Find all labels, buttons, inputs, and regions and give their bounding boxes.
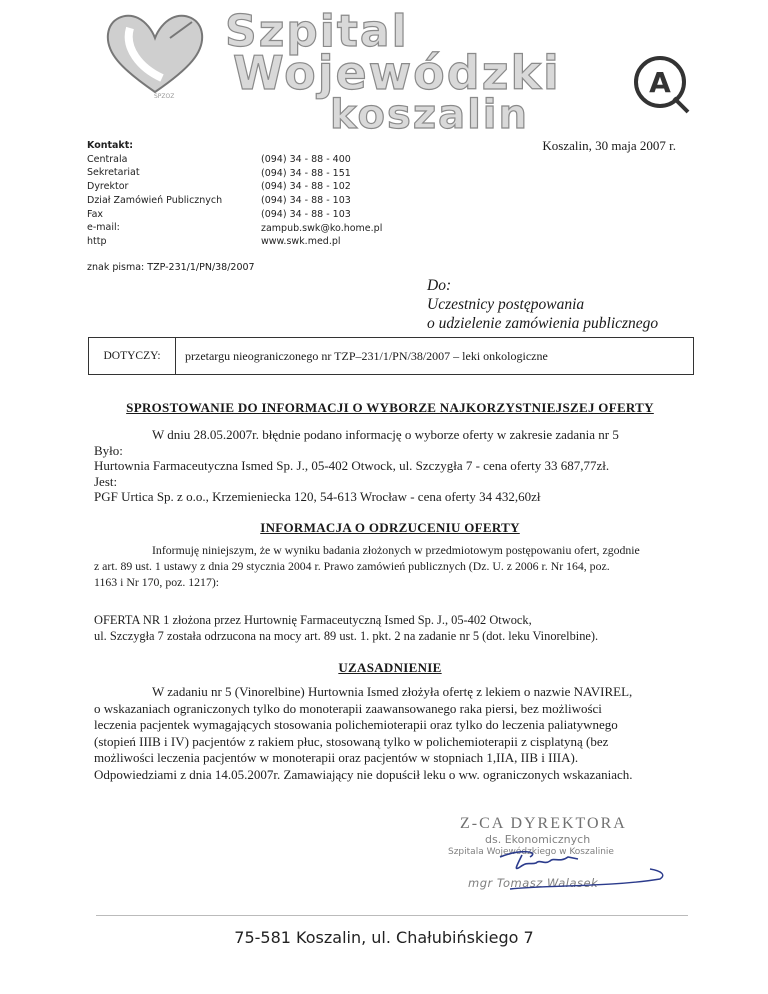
contact-website-link[interactable]: www.swk.med.pl (261, 236, 341, 248)
wordmark-line-1: Szpital (225, 6, 409, 57)
hospital-heart-logo (100, 8, 210, 100)
paragraph-line: Jest: (94, 473, 118, 489)
svg-text:SPZOZ: SPZOZ (154, 93, 175, 100)
contact-value: (094) 34 - 88 - 400 (261, 154, 351, 165)
wordmark-line-2: Wojewódzki (233, 46, 561, 100)
stamp-department: ds. Ekonomicznych (485, 833, 591, 846)
handwritten-signature (490, 845, 670, 893)
section-heading-rejection: INFORMACJA O ODRZUCENIU OFERTY (260, 520, 520, 535)
paragraph-line: Odpowiedziami z dnia 14.05.2007r. Zamawiający nie dopuścił leku o ww. ograniczonych wskazaniach. (94, 766, 633, 782)
reference-number: znak pisma: TZP-231/1/PN/38/2007 (87, 262, 255, 273)
paragraph-line: leczenia pacjentek wymagających stosowania polichemioterapii oraz tylko do leczenia paliatywnego (94, 717, 618, 733)
addressee-block (427, 276, 658, 333)
paragraph-line: Było: (94, 442, 123, 458)
paragraph-line: z art. 89 ust. 1 ustawy z dnia 29 stycznia 2004 r. Prawo zamówień publicznych (Dz. U. z 2006 r. Nr 164, poz. (94, 559, 610, 573)
contact-label: http (87, 235, 107, 247)
paragraph-line: Informuję niniejszym, że w wyniku badania złożonych w przedmiotowym postępowaniu ofert, zgodnie (152, 543, 640, 557)
footer-divider (96, 915, 688, 916)
paragraph-line: W zadaniu nr 5 (Vinorelbine) Hurtownia Ismed złożyła ofertę z lekiem o nazwie NAVIREL, (152, 684, 633, 699)
contact-label: Centrala (87, 153, 128, 165)
stamp-title: Z-CA DYREKTORA (460, 815, 627, 832)
addressee-line: o udzielenie zamówienia publicznego (427, 315, 659, 332)
subject-box (88, 337, 694, 375)
rejection-intro-paragraph (94, 542, 640, 590)
wordmark-line-3: koszalin (330, 92, 529, 138)
contact-label: Dyrektor (87, 181, 129, 193)
letter-date: Koszalin, 30 maja 2007 r. (542, 138, 676, 153)
footer-address: 75-581 Koszalin, ul. Chałubińskiego 7 (234, 928, 534, 947)
addressee-line: Uczestnicy postępowania (427, 296, 585, 313)
paragraph-line: ul. Szczygła 7 została odrzucona na mocy art. 89 ust. 1. pkt. 2 na zadanie nr 5 (dot. leku Vinorelbine). (94, 629, 599, 643)
subject-text: przetargu nieograniczonego nr TZP–231/1/PN/38/2007 – leki onkologiczne (185, 349, 548, 363)
paragraph-line: 1163 i Nr 170, poz. 1217): (94, 575, 220, 589)
contact-value: (094) 34 - 88 - 103 (261, 208, 351, 220)
quality-seal-icon (630, 52, 694, 116)
svg-text:A: A (649, 66, 671, 99)
paragraph-line: OFERTA NR 1 złożona przez Hurtownię Farmaceutyczną Ismed Sp. J., 05-402 Otwock, (94, 613, 532, 627)
contact-labels (87, 139, 222, 249)
contact-label: e-mail: (87, 222, 120, 234)
stamp-institution: Szpitala Wojewódzkiego w Koszalinie (448, 847, 614, 857)
contact-label: Fax (87, 208, 104, 220)
contact-values (261, 153, 382, 249)
subject-label: DOTYCZY: (89, 338, 176, 374)
stamp-name: mgr Tomasz Walasek (468, 876, 599, 890)
contact-email-link[interactable]: zampub.swk@ko.home.pl (261, 222, 383, 234)
section-heading-correction: SPROSTOWANIE DO INFORMACJI O WYBORZE NAJKORZYSTNIEJSZEJ OFERTY (126, 400, 654, 415)
paragraph-line: Hurtownia Farmaceutyczna Ismed Sp. J., 05-402 Otwock, ul. Szczygła 7 - cena oferty 33 687,77zł. (94, 458, 610, 474)
contact-label: Dział Zamówień Publicznych (87, 194, 223, 206)
section-heading-justification: UZASADNIENIE (338, 660, 442, 675)
contact-value: (094) 34 - 88 - 151 (261, 167, 351, 179)
paragraph-line: o wskazaniach ograniczonych tylko do monoterapii zaawansowanego raka piersi, bez możliwości (94, 700, 602, 716)
contact-value: (094) 34 - 88 - 102 (261, 181, 351, 193)
paragraph-line: PGF Urtica Sp. z o.o., Krzemieniecka 120, 54-613 Wrocław - cena oferty 34 432,60zł (94, 489, 541, 505)
rejected-offer-paragraph (94, 612, 598, 644)
contact-title: Kontakt: (87, 140, 134, 151)
paragraph-line: (stopień IIIB i IV) pacjentów z rakiem płuc, stosowaną tylko w polichemioterapii z cisplatyną (bez (94, 733, 609, 749)
contact-label: Sekretariat (87, 167, 140, 179)
paragraph-line: możliwości leczenia pacjentów w monoterapii oraz pacjentów w stopniach 1,IIA, IIB i IIIA). (94, 750, 579, 766)
signature-stamp (430, 815, 670, 895)
contact-value: (094) 34 - 88 - 103 (261, 195, 351, 207)
hospital-wordmark (195, 4, 635, 144)
correction-paragraph (94, 427, 619, 505)
paragraph-line: W dniu 28.05.2007r. błędnie podano informację o wyborze oferty w zakresie zadania nr 5 (152, 427, 619, 442)
addressee-line: Do: (427, 277, 452, 294)
justification-paragraph (94, 684, 633, 784)
